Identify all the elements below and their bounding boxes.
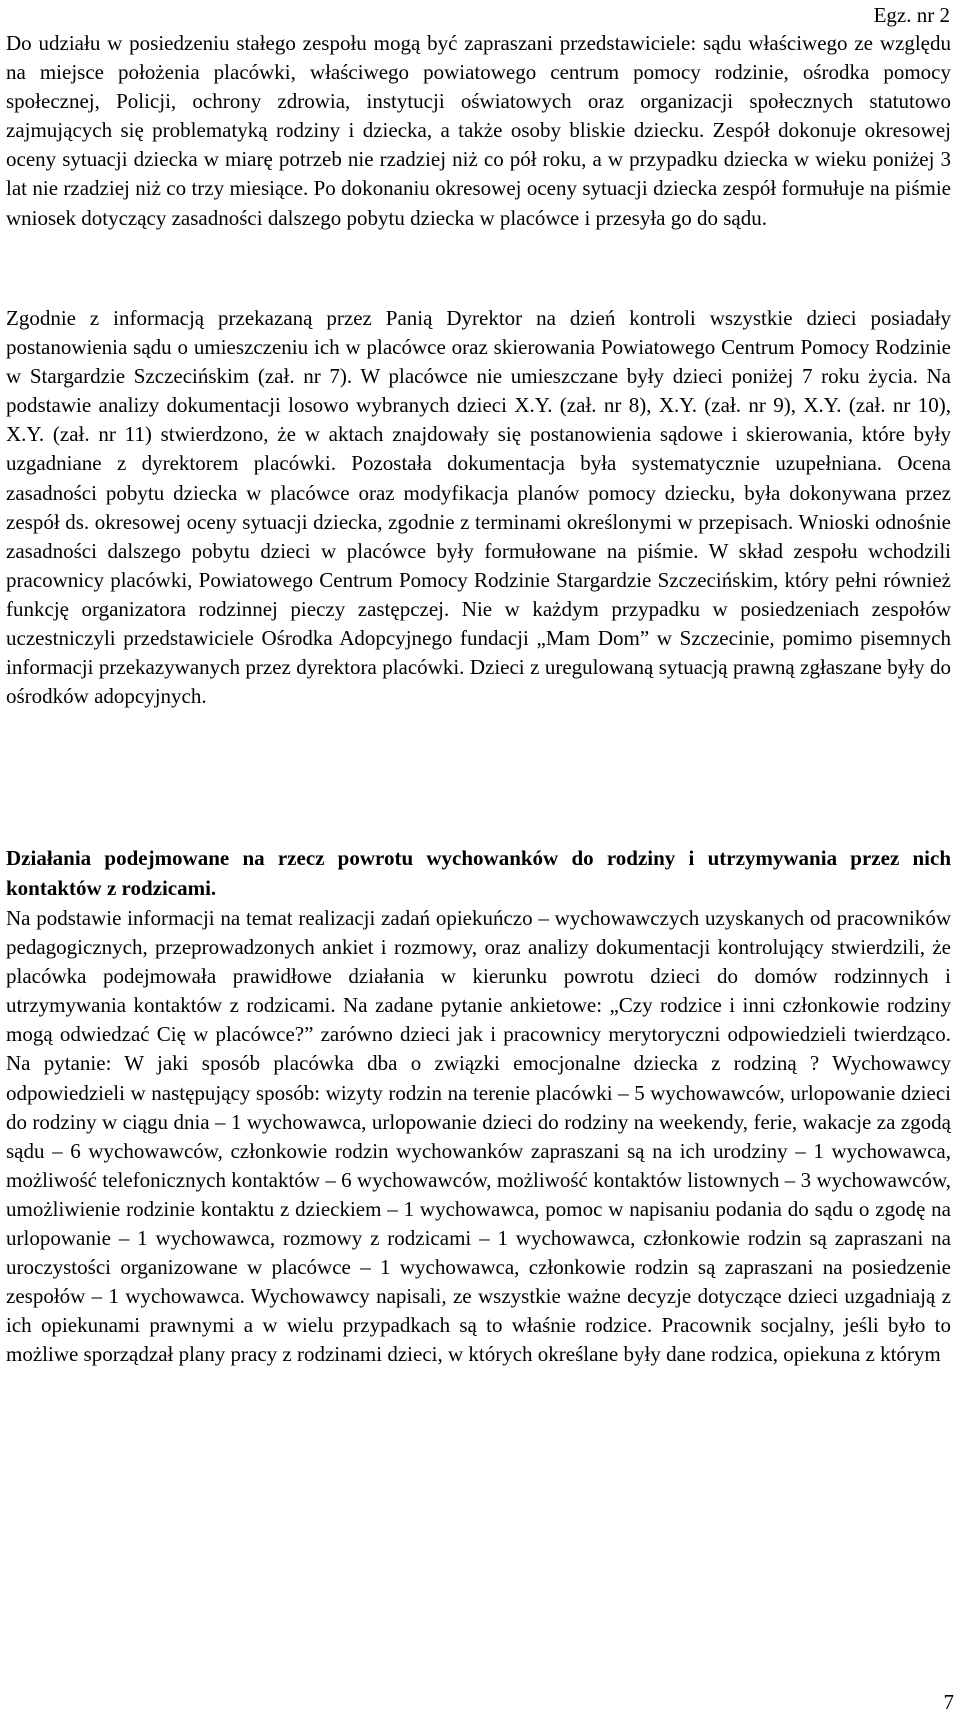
page-number: 7	[943, 1690, 954, 1714]
paragraph-team-composition: Do udziału w posiedzeniu stałego zespołu mogą być zapraszani przedstawiciele: sądu właściwego ze względu na miejsce położenia placówki, właściwego powiatowego centrum pomocy rodzinie, ośrodka pomocy społecznej, Policji, ochrony zdrowia, instytucji oświatowych oraz organizacji społecznych statutowo zajmujących się problematyką rodziny i dziecka, a także osoby bliskie dziecku. Zespół dokonuje okresowej oceny sytuacji dziecka w miarę potrzeb nie rzadziej niż co pół roku, a w przypadku dziecka w wieku poniżej 3 lat nie rzadziej niż co trzy miesiące. Po dokonaniu okresowej oceny sytuacji dziecka zespół formułuje na piśmie wniosek dotyczący zasadności dalszego pobytu dziecka w placówce i przesyła go do sądu.	[6, 31, 951, 230]
section-heading: Działania podejmowane na rzecz powrotu wychowanków do rodziny i utrzymywania przez nich kontaktów z rodzicami.	[6, 846, 951, 900]
paragraph-family-contacts: Na podstawie informacji na temat realizacji zadań opiekuńczo – wychowawczych uzyskanych od pracowników pedagogicznych, przeprowadzonych ankiet i rozmowy, oraz analizy dokumentacji kontrolujący stwierdzili, że placówka podejmowała prawidłowe działania w kierunku powrotu dzieci do domów rodzinnych i utrzymywania kontaktów z rodzicami. Na zadane pytanie ankietowe: „Czy rodzice i inni członkowie rodziny mogą odwiedzać Cię w placówce?” zarówno dzieci jak i pracownicy merytoryczni odpowiedzieli twierdząco. Na pytanie: W jaki sposób placówka dba o związki emocjonalne dziecka z rodziną ? Wychowawcy odpowiedzieli w następujący sposób: wizyty rodzin na terenie placówki – 5 wychowawców, urlopowanie dzieci do rodziny w ciągu dnia – 1 wychowawca, urlopowanie dzieci do rodziny na weekendy, ferie, wakacje za zgodą sądu – 6 wychowawców, członkowie rodzin wychowanków zapraszani są na ich urodziny – 1 wychowawca, możliwość telefonicznych kontaktów – 6 wychowawców, możliwość kontaktów listownych – 3 wychowawców, umożliwienie rodzinie kontaktu z dzieckiem – 1 wychowawca, pomoc w napisaniu podania do sądu o zgodę na urlopowanie – 1 wychowawca, rozmowy z rodzicami – 1 wychowawca, członkowie rodzin są zapraszani na uroczystości organizowane w placówce – 1 wychowawca, członkowie rodzin są zapraszani na posiedzenie zespołów – 1 wychowawca. Wychowawcy napisali, ze wszystkie ważne decyzje dotyczące dzieci uzgadniają z ich opiekunami prawnymi a w wielu przypadkach są to właśnie rodzice. Pracownik socjalny, jeśli było to możliwe sporządzał plany pracy z rodzinami dzieci, w których określane były dane rodzica, opiekuna z którym	[6, 906, 951, 1367]
copy-number-label: Egz. nr 2	[873, 3, 950, 27]
paragraph-control-findings: Zgodnie z informacją przekazaną przez Panią Dyrektor na dzień kontroli wszystkie dzieci posiadały postanowienia sądu o umieszczeniu ich w placówce oraz skierowania Powiatowego Centrum Pomocy Rodzinie w Stargardzie Szczecińskim (zał. nr 7). W placówce nie umieszczane były dzieci poniżej 7 roku życia. Na podstawie analizy dokumentacji losowo wybranych dzieci X.Y. (zał. nr 8), X.Y. (zał. nr 9), X.Y. (zał. nr 10), X.Y. (zał. nr 11) stwierdzono, że w aktach znajdowały się postanowienia sądowe i skierowania, które były uzgadniane z dyrektorem placówki. Pozostała dokumentacja była systematycznie uzupełniana. Ocena zasadności pobytu dziecka w placówce oraz modyfikacja planów pomocy dziecku, była dokonywana przez zespół ds. okresowej oceny sytuacji dziecka, zgodnie z terminami określonymi w przepisach. Wnioski odnośnie zasadności dalszego pobytu dzieci w placówce były formułowane na piśmie. W skład zespołu wchodzili pracownicy placówki, Powiatowego Centrum Pomocy Rodzinie Stargardzie Szczecińskim, który pełni również funkcję organizatora rodzinnej pieczy zastępczej. Nie w każdym przypadku w posiedzeniach zespołów uczestniczyli przedstawiciele Ośrodka Adopcyjnego fundacji „Mam Dom” w Szczecinie, pomimo pisemnych informacji przekazywanych przez dyrektora placówki. Dzieci z uregulowaną sytuacją prawną zgłaszane były do ośrodków adopcyjnych.	[6, 306, 951, 709]
